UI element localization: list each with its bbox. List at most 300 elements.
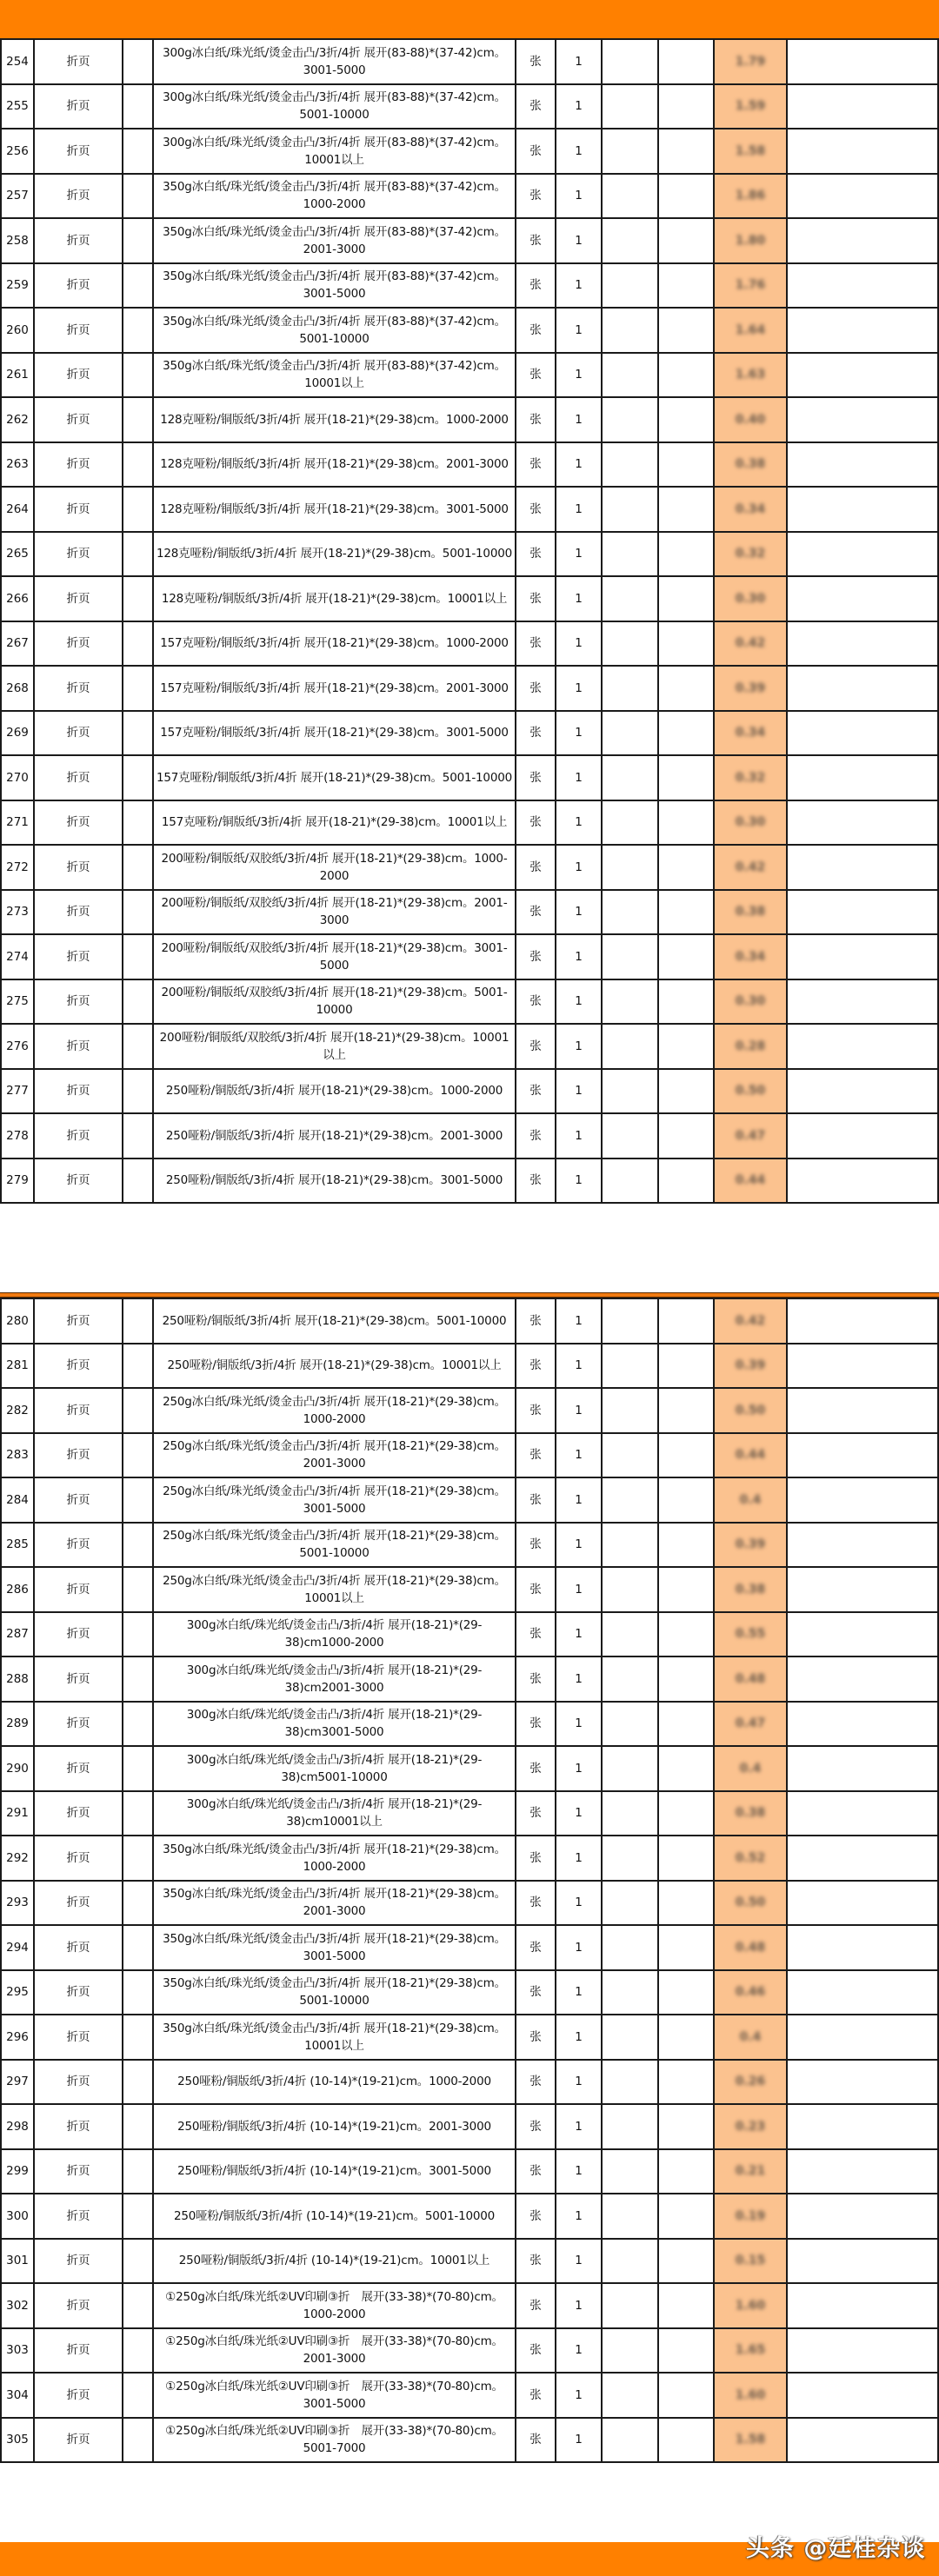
row-number-cell[interactable] [1,845,34,890]
empty-cell[interactable] [123,218,153,263]
quantity-cell[interactable] [556,1612,602,1657]
quantity-cell[interactable] [556,1024,602,1069]
empty-cell[interactable] [787,576,938,621]
empty-cell[interactable] [123,1567,153,1612]
row-number-cell[interactable] [1,2015,34,2060]
empty-cell[interactable] [123,353,153,398]
empty-cell[interactable] [658,1024,714,1069]
empty-cell[interactable] [787,84,938,129]
description-cell[interactable] [153,666,516,711]
price-cell[interactable] [714,1159,787,1204]
empty-cell[interactable] [123,1298,153,1344]
product-type-cell[interactable] [34,1702,123,1747]
product-type-cell[interactable] [34,800,123,846]
empty-cell[interactable] [123,1881,153,1926]
quantity-cell[interactable] [556,1298,602,1344]
empty-cell[interactable] [123,845,153,890]
empty-cell[interactable] [602,308,658,353]
empty-cell[interactable] [602,1567,658,1612]
price-cell[interactable] [714,263,787,309]
row-number-cell[interactable] [1,2418,34,2463]
quantity-cell[interactable] [556,487,602,532]
quantity-cell[interactable] [556,2104,602,2149]
empty-cell[interactable] [602,39,658,84]
row-number-cell[interactable] [1,308,34,353]
product-type-cell[interactable] [34,1970,123,2015]
description-cell[interactable] [153,263,516,309]
empty-cell[interactable] [787,2239,938,2284]
row-number-cell[interactable] [1,1925,34,1970]
product-type-cell[interactable] [34,2328,123,2374]
unit-cell[interactable] [516,666,556,711]
product-type-cell[interactable] [34,84,123,129]
unit-cell[interactable] [516,1523,556,1568]
price-cell[interactable] [714,755,787,800]
unit-cell[interactable] [516,487,556,532]
empty-cell[interactable] [787,2328,938,2374]
price-cell[interactable] [714,39,787,84]
price-cell[interactable] [714,800,787,846]
description-cell[interactable] [153,2373,516,2418]
unit-cell[interactable] [516,1925,556,1970]
price-cell[interactable] [714,218,787,263]
empty-cell[interactable] [602,800,658,846]
price-cell[interactable] [714,129,787,174]
unit-cell[interactable] [516,845,556,890]
unit-cell[interactable] [516,1612,556,1657]
price-cell[interactable] [714,845,787,890]
empty-cell[interactable] [658,666,714,711]
product-type-cell[interactable] [34,2239,123,2284]
row-number-cell[interactable] [1,755,34,800]
empty-cell[interactable] [602,1477,658,1523]
description-cell[interactable] [153,1388,516,1433]
price-cell[interactable] [714,2328,787,2374]
empty-cell[interactable] [787,353,938,398]
empty-cell[interactable] [123,1791,153,1836]
price-cell[interactable] [714,2104,787,2149]
row-number-cell[interactable] [1,576,34,621]
price-cell[interactable] [714,1298,787,1344]
empty-cell[interactable] [787,711,938,756]
price-cell[interactable] [714,84,787,129]
empty-cell[interactable] [787,2418,938,2463]
empty-cell[interactable] [602,2104,658,2149]
description-cell[interactable] [153,397,516,442]
description-cell[interactable] [153,1024,516,1069]
price-cell[interactable] [714,2239,787,2284]
quantity-cell[interactable] [556,800,602,846]
unit-cell[interactable] [516,2328,556,2374]
empty-cell[interactable] [602,2060,658,2105]
product-type-cell[interactable] [34,218,123,263]
empty-cell[interactable] [658,1656,714,1702]
empty-cell[interactable] [123,576,153,621]
price-cell[interactable] [714,711,787,756]
description-cell[interactable] [153,1298,516,1344]
empty-cell[interactable] [658,218,714,263]
unit-cell[interactable] [516,2104,556,2149]
quantity-cell[interactable] [556,2373,602,2418]
description-cell[interactable] [153,308,516,353]
empty-cell[interactable] [602,1656,658,1702]
empty-cell[interactable] [123,2015,153,2060]
unit-cell[interactable] [516,1024,556,1069]
description-cell[interactable] [153,129,516,174]
row-number-cell[interactable] [1,666,34,711]
product-type-cell[interactable] [34,308,123,353]
description-cell[interactable] [153,532,516,577]
price-cell[interactable] [714,1836,787,1881]
empty-cell[interactable] [123,39,153,84]
product-type-cell[interactable] [34,1159,123,1204]
empty-cell[interactable] [787,2194,938,2239]
price-cell[interactable] [714,1612,787,1657]
price-cell[interactable] [714,1567,787,1612]
price-cell[interactable] [714,1881,787,1926]
empty-cell[interactable] [787,1113,938,1159]
empty-cell[interactable] [787,1298,938,1344]
unit-cell[interactable] [516,218,556,263]
unit-cell[interactable] [516,1069,556,1114]
row-number-cell[interactable] [1,2239,34,2284]
empty-cell[interactable] [602,353,658,398]
description-cell[interactable] [153,800,516,846]
description-cell[interactable] [153,2104,516,2149]
empty-cell[interactable] [602,129,658,174]
row-number-cell[interactable] [1,1024,34,1069]
price-cell[interactable] [714,1388,787,1433]
quantity-cell[interactable] [556,1523,602,1568]
row-number-cell[interactable] [1,1746,34,1791]
row-number-cell[interactable] [1,129,34,174]
quantity-cell[interactable] [556,2149,602,2194]
unit-cell[interactable] [516,755,556,800]
price-cell[interactable] [714,2283,787,2328]
product-type-cell[interactable] [34,711,123,756]
empty-cell[interactable] [602,666,658,711]
empty-cell[interactable] [123,2328,153,2374]
empty-cell[interactable] [602,890,658,935]
product-type-cell[interactable] [34,1567,123,1612]
empty-cell[interactable] [658,1069,714,1114]
quantity-cell[interactable] [556,934,602,979]
empty-cell[interactable] [123,1925,153,1970]
description-cell[interactable] [153,2060,516,2105]
empty-cell[interactable] [123,2373,153,2418]
description-cell[interactable] [153,1970,516,2015]
empty-cell[interactable] [123,890,153,935]
quantity-cell[interactable] [556,218,602,263]
empty-cell[interactable] [658,84,714,129]
unit-cell[interactable] [516,576,556,621]
quantity-cell[interactable] [556,2418,602,2463]
unit-cell[interactable] [516,1881,556,1926]
empty-cell[interactable] [787,1836,938,1881]
description-cell[interactable] [153,890,516,935]
description-cell[interactable] [153,1746,516,1791]
price-cell[interactable] [714,2060,787,2105]
empty-cell[interactable] [787,890,938,935]
unit-cell[interactable] [516,1344,556,1389]
description-cell[interactable] [153,845,516,890]
price-cell[interactable] [714,1702,787,1747]
empty-cell[interactable] [602,1159,658,1204]
empty-cell[interactable] [602,1970,658,2015]
empty-cell[interactable] [602,1881,658,1926]
unit-cell[interactable] [516,1702,556,1747]
quantity-cell[interactable] [556,39,602,84]
empty-cell[interactable] [602,711,658,756]
description-cell[interactable] [153,2015,516,2060]
unit-cell[interactable] [516,979,556,1025]
price-cell[interactable] [714,1113,787,1159]
empty-cell[interactable] [602,532,658,577]
unit-cell[interactable] [516,1746,556,1791]
empty-cell[interactable] [658,1523,714,1568]
quantity-cell[interactable] [556,1069,602,1114]
description-cell[interactable] [153,1344,516,1389]
unit-cell[interactable] [516,890,556,935]
price-cell[interactable] [714,1791,787,1836]
row-number-cell[interactable] [1,2373,34,2418]
price-cell[interactable] [714,1069,787,1114]
quantity-cell[interactable] [556,84,602,129]
product-type-cell[interactable] [34,1791,123,1836]
empty-cell[interactable] [787,1656,938,1702]
price-cell[interactable] [714,2015,787,2060]
empty-cell[interactable] [658,2149,714,2194]
price-cell[interactable] [714,487,787,532]
row-number-cell[interactable] [1,2283,34,2328]
empty-cell[interactable] [658,308,714,353]
empty-cell[interactable] [658,2194,714,2239]
empty-cell[interactable] [123,397,153,442]
empty-cell[interactable] [658,174,714,219]
empty-cell[interactable] [602,487,658,532]
quantity-cell[interactable] [556,1656,602,1702]
description-cell[interactable] [153,1567,516,1612]
unit-cell[interactable] [516,39,556,84]
empty-cell[interactable] [658,263,714,309]
product-type-cell[interactable] [34,397,123,442]
description-cell[interactable] [153,1069,516,1114]
empty-cell[interactable] [123,308,153,353]
description-cell[interactable] [153,84,516,129]
empty-cell[interactable] [602,1024,658,1069]
description-cell[interactable] [153,1881,516,1926]
description-cell[interactable] [153,1523,516,1568]
product-type-cell[interactable] [34,1069,123,1114]
row-number-cell[interactable] [1,174,34,219]
unit-cell[interactable] [516,711,556,756]
empty-cell[interactable] [658,1567,714,1612]
empty-cell[interactable] [602,934,658,979]
description-cell[interactable] [153,174,516,219]
description-cell[interactable] [153,2149,516,2194]
empty-cell[interactable] [602,1113,658,1159]
description-cell[interactable] [153,487,516,532]
row-number-cell[interactable] [1,1791,34,1836]
row-number-cell[interactable] [1,218,34,263]
product-type-cell[interactable] [34,621,123,667]
quantity-cell[interactable] [556,576,602,621]
empty-cell[interactable] [123,755,153,800]
empty-cell[interactable] [602,2283,658,2328]
empty-cell[interactable] [602,2194,658,2239]
unit-cell[interactable] [516,442,556,488]
product-type-cell[interactable] [34,1113,123,1159]
empty-cell[interactable] [787,845,938,890]
empty-cell[interactable] [602,1702,658,1747]
quantity-cell[interactable] [556,1881,602,1926]
empty-cell[interactable] [787,800,938,846]
empty-cell[interactable] [787,397,938,442]
unit-cell[interactable] [516,2239,556,2284]
product-type-cell[interactable] [34,1746,123,1791]
empty-cell[interactable] [787,1069,938,1114]
quantity-cell[interactable] [556,1388,602,1433]
empty-cell[interactable] [123,711,153,756]
empty-cell[interactable] [123,1344,153,1389]
empty-cell[interactable] [602,1836,658,1881]
product-type-cell[interactable] [34,1298,123,1344]
quantity-cell[interactable] [556,621,602,667]
empty-cell[interactable] [658,1925,714,1970]
unit-cell[interactable] [516,2418,556,2463]
price-cell[interactable] [714,1925,787,1970]
price-cell[interactable] [714,621,787,667]
quantity-cell[interactable] [556,1791,602,1836]
row-number-cell[interactable] [1,1881,34,1926]
product-type-cell[interactable] [34,487,123,532]
empty-cell[interactable] [602,979,658,1025]
empty-cell[interactable] [123,1069,153,1114]
empty-cell[interactable] [787,1159,938,1204]
empty-cell[interactable] [602,845,658,890]
empty-cell[interactable] [787,1024,938,1069]
product-type-cell[interactable] [34,1433,123,1478]
empty-cell[interactable] [123,1388,153,1433]
empty-cell[interactable] [658,1612,714,1657]
empty-cell[interactable] [787,487,938,532]
empty-cell[interactable] [602,2418,658,2463]
unit-cell[interactable] [516,308,556,353]
quantity-cell[interactable] [556,2239,602,2284]
unit-cell[interactable] [516,1298,556,1344]
product-type-cell[interactable] [34,2015,123,2060]
empty-cell[interactable] [602,84,658,129]
empty-cell[interactable] [123,487,153,532]
row-number-cell[interactable] [1,621,34,667]
description-cell[interactable] [153,39,516,84]
product-type-cell[interactable] [34,2060,123,2105]
row-number-cell[interactable] [1,2194,34,2239]
unit-cell[interactable] [516,2194,556,2239]
unit-cell[interactable] [516,397,556,442]
product-type-cell[interactable] [34,1612,123,1657]
unit-cell[interactable] [516,1791,556,1836]
price-cell[interactable] [714,1523,787,1568]
empty-cell[interactable] [123,532,153,577]
empty-cell[interactable] [787,2283,938,2328]
empty-cell[interactable] [123,934,153,979]
empty-cell[interactable] [787,2015,938,2060]
empty-cell[interactable] [602,2239,658,2284]
empty-cell[interactable] [787,2060,938,2105]
quantity-cell[interactable] [556,1344,602,1389]
empty-cell[interactable] [602,2015,658,2060]
empty-cell[interactable] [787,1344,938,1389]
empty-cell[interactable] [787,39,938,84]
row-number-cell[interactable] [1,2149,34,2194]
unit-cell[interactable] [516,1113,556,1159]
empty-cell[interactable] [123,2104,153,2149]
empty-cell[interactable] [787,1791,938,1836]
unit-cell[interactable] [516,1836,556,1881]
row-number-cell[interactable] [1,1433,34,1478]
empty-cell[interactable] [658,2239,714,2284]
empty-cell[interactable] [787,308,938,353]
row-number-cell[interactable] [1,1113,34,1159]
empty-cell[interactable] [787,1881,938,1926]
product-type-cell[interactable] [34,1388,123,1433]
description-cell[interactable] [153,1836,516,1881]
empty-cell[interactable] [602,263,658,309]
price-cell[interactable] [714,1477,787,1523]
empty-cell[interactable] [787,666,938,711]
row-number-cell[interactable] [1,532,34,577]
description-cell[interactable] [153,353,516,398]
empty-cell[interactable] [787,1702,938,1747]
empty-cell[interactable] [123,84,153,129]
quantity-cell[interactable] [556,353,602,398]
empty-cell[interactable] [787,1433,938,1478]
empty-cell[interactable] [658,2060,714,2105]
empty-cell[interactable] [787,1388,938,1433]
row-number-cell[interactable] [1,1298,34,1344]
empty-cell[interactable] [658,1344,714,1389]
price-cell[interactable] [714,442,787,488]
quantity-cell[interactable] [556,890,602,935]
empty-cell[interactable] [123,2060,153,2105]
description-cell[interactable] [153,1159,516,1204]
row-number-cell[interactable] [1,1970,34,2015]
price-cell[interactable] [714,934,787,979]
empty-cell[interactable] [658,39,714,84]
product-type-cell[interactable] [34,174,123,219]
empty-cell[interactable] [602,1388,658,1433]
empty-cell[interactable] [602,1298,658,1344]
product-type-cell[interactable] [34,39,123,84]
empty-cell[interactable] [602,576,658,621]
empty-cell[interactable] [658,1433,714,1478]
quantity-cell[interactable] [556,1159,602,1204]
quantity-cell[interactable] [556,2283,602,2328]
empty-cell[interactable] [658,576,714,621]
empty-cell[interactable] [123,1024,153,1069]
description-cell[interactable] [153,1925,516,1970]
unit-cell[interactable] [516,1567,556,1612]
empty-cell[interactable] [658,2104,714,2149]
empty-cell[interactable] [658,1477,714,1523]
empty-cell[interactable] [602,1069,658,1114]
empty-cell[interactable] [602,1925,658,1970]
row-number-cell[interactable] [1,800,34,846]
quantity-cell[interactable] [556,442,602,488]
row-number-cell[interactable] [1,890,34,935]
empty-cell[interactable] [658,442,714,488]
